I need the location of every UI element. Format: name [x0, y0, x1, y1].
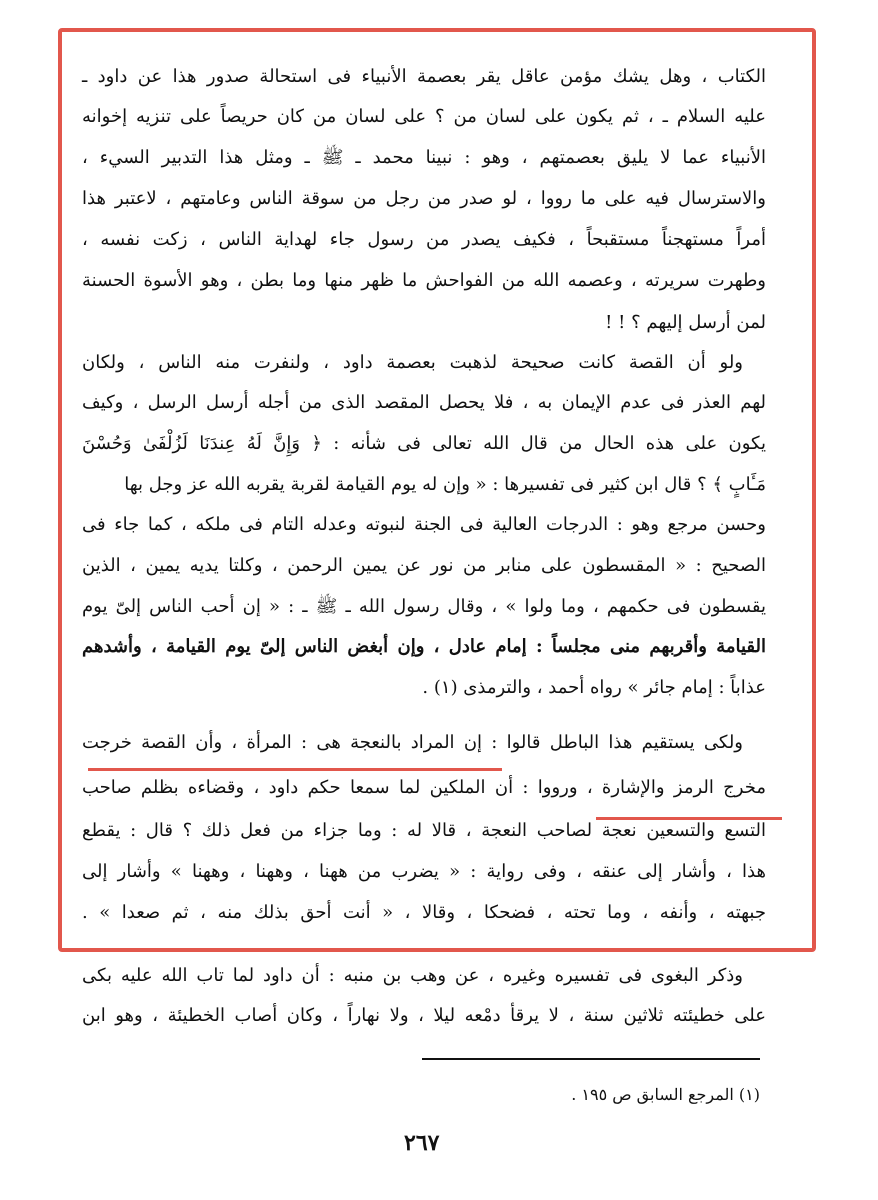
- footnote: (١) المرجع السابق ص ١٩٥ .: [571, 1085, 760, 1104]
- text-line: ولكى يستقيم هذا الباطل قالوا : إن المراد بالنعجة هى : المرأة ، وأن القصة خرجت: [82, 732, 743, 753]
- text-line: عذاباً : إمام جائر » رواه أحمد ، والترمذى (١) .: [422, 677, 766, 698]
- text-line: يقسطون فى حكمهم ، وما ولوا » ، وقال رسول الله ـ ﷺ ـ : « إن أحب الناس إلىّ يوم: [82, 596, 766, 617]
- text-line: عليه السلام ـ ، ثم يكون على لسان من ؟ على لسان من كان حريصاً على تنزيه إخوانه: [82, 106, 766, 127]
- text-line: التسع والتسعين نعجة لصاحب النعجة ، قالا له : وما جزاء من فعل ذلك ؟ قال : يقطع: [82, 820, 766, 841]
- text-line: وذكر البغوى فى تفسيره وغيره ، عن وهب بن منبه : أن داود لما تاب الله عليه بكى: [82, 965, 743, 986]
- text-line: على خطيئته ثلاثين سنة ، لا يرقأ دمْعه ليلا ، ولا نهاراً ، وكان أصاب الخطيئة ، وهو ابن: [82, 1005, 766, 1026]
- text-line: الصحيح : « المقسطون على منابر من نور عن يمين الرحمن ، وكلتا يديه يمين ، الذين: [82, 555, 766, 576]
- text-line: مَـَٔابٍ ﴾ ؟ قال ابن كثير فى تفسيرها : « وإن له يوم القيامة لقربة يقربه الله عز وجل بها: [124, 474, 766, 495]
- text-line: مخرج الرمز والإشارة ، ورووا : أن الملكين لما سمعا حكم داود ، وقضاءه بظلم صاحب: [82, 777, 766, 798]
- red-underline: [88, 768, 502, 771]
- text-line: لمن أرسل إليهم ؟ ! !: [605, 312, 766, 333]
- text-line: لهم العذر فى عدم الإيمان به ، فلا يحصل المقصد الذى من أجله أرسل الرسل ، وكيف: [82, 392, 766, 413]
- text-line: القيامة وأقربهم منى مجلساً : إمام عادل ، وإن أبغض الناس إلىّ يوم القيامة ، وأشدهم: [82, 636, 766, 657]
- footnote-separator: [422, 1058, 760, 1060]
- text-line: أمراً مستهجناً مستقبحاً ، فكيف يصدر من رسول جاء لهداية الناس ، زكت نفسه ،: [82, 229, 766, 250]
- text-line: جبهته ، وأنفه ، وما تحته ، فضحكا ، وقالا ، « أنت أحق بذلك منه ، ثم صعدا » .: [82, 902, 766, 923]
- text-line: الأنبياء عما لا يليق بعصمتهم ، وهو : نبينا محمد ـ ﷺ ـ ومثل هذا التدبير السيء ،: [82, 147, 766, 168]
- text-line: وحسن مرجع وهو : الدرجات العالية فى الجنة لنبوته وعدله التام فى ملكه ، كما جاء فى: [82, 514, 766, 535]
- text-line: هذا ، وأشار إلى عنقه ، وفى رواية : « يضرب من ههنا ، وههنا ، وههنا » وأشار إلى: [82, 861, 766, 882]
- page-number: ٢٦٧: [404, 1130, 440, 1156]
- text-line: يكون على هذه الحال من قال الله تعالى فى شأنه : ﴿ وَإِنَّ لَهُ عِندَنَا لَزُلْفَىٰ وَحُسْنَ: [82, 433, 766, 454]
- text-line: وطهرت سريرته ، وعصمه الله من الفواحش ما ظهر منها وما بطن ، وهو الأسوة الحسنة: [82, 270, 766, 291]
- text-line: ولو أن القصة كانت صحيحة لذهبت بعصمة داود ، ولنفرت منه الناس ، ولكان: [82, 352, 743, 373]
- text-line: الكتاب ، وهل يشك مؤمن عاقل يقر بعصمة الأنبياء فى استحالة صدور هذا عن داود ـ: [82, 66, 766, 87]
- text-line: والاسترسال فيه على ما رووا ، لو صدر من رجل من سوقة الناس وعامتهم ، لاعتبر هذا: [82, 188, 766, 209]
